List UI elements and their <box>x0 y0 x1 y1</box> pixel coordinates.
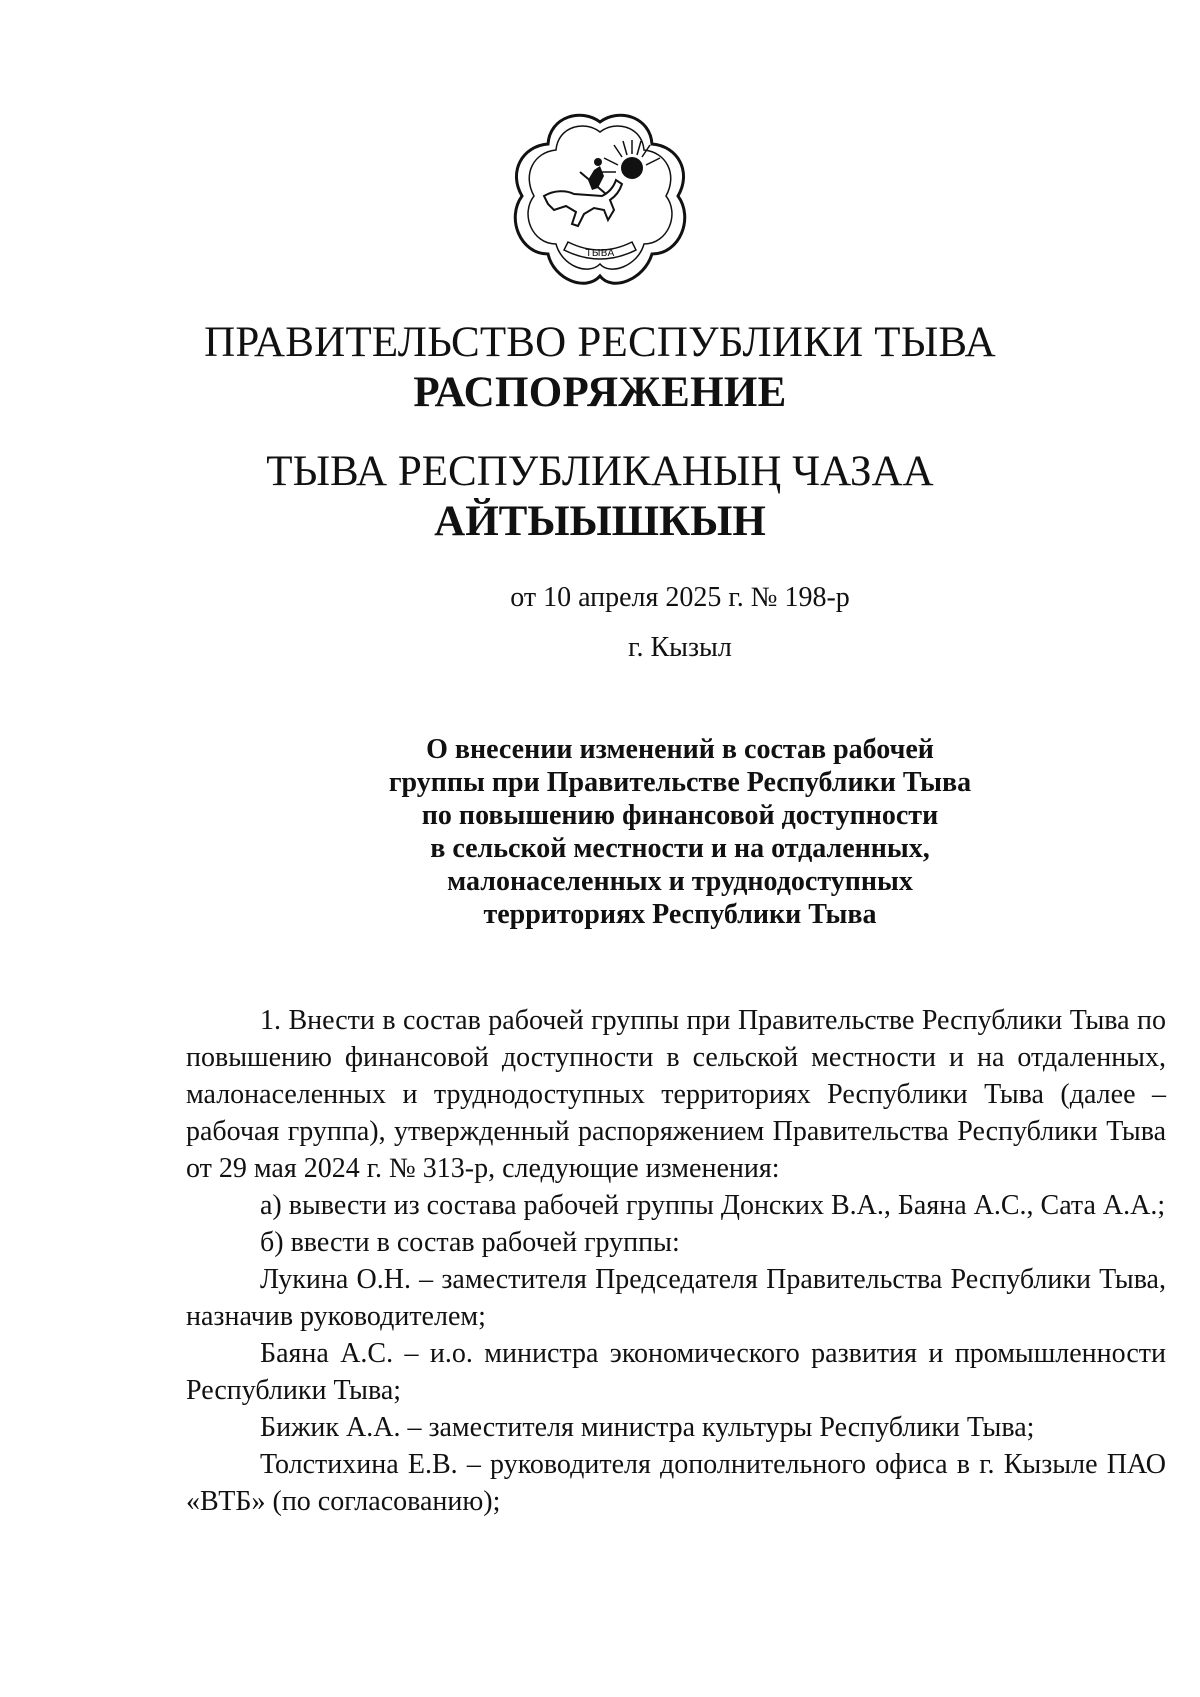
body-paragraph: 1. Внести в состав рабочей группы при Правительстве Республики Тыва по повышению финансовой доступности в сельской местности и на отдаленных, малонаселенных и труднодоступных территориях Республики Тыва (далее – рабочая группа), утвержденный распоряжением Правительства Республики Тыва от 29 мая 2024 г. № 313-р, следующие изменения: <box>186 1005 1166 1184</box>
body-paragraph: а) вывести из состава рабочей группы Донских В.А., Баяна А.С., Сата А.А.; <box>260 1190 1166 1221</box>
document-date-number: от 10 апреля 2025 г. № 198-р <box>510 582 850 613</box>
subject-line: малонаселенных и труднодоступных <box>447 866 913 897</box>
organization-title-tyv: ТЫВА РЕСПУБЛИКАНЫҢ ЧАЗАА <box>266 448 934 495</box>
document-body <box>186 1002 1166 1520</box>
subject-line: по повышению финансовой доступности <box>421 800 939 831</box>
subject-line: группы при Правительстве Республики Тыва <box>388 767 972 798</box>
document-city: г. Кызыл <box>628 632 732 663</box>
emblem-ribbon-text: ТЫВА <box>585 248 615 259</box>
subject-line: территориях Республики Тыва <box>483 899 877 930</box>
document-type-tyv: АЙТЫЫШКЫН <box>434 498 766 545</box>
body-paragraph: б) ввести в состав рабочей группы: <box>260 1227 680 1258</box>
body-paragraph: Лукина О.Н. – заместителя Председателя Правительства Республики Тыва, назначив руководителем; <box>186 1264 1166 1332</box>
body-paragraph: Баяна А.С. – и.о. министра экономического развития и промышленности Республики Тыва; <box>186 1338 1166 1406</box>
tuva-coat-of-arms-icon <box>510 110 690 290</box>
subject-line: О внесении изменений в состав рабочей <box>426 734 934 765</box>
subject-line: в сельской местности и на отдаленных, <box>430 833 930 864</box>
document-subject <box>80 733 1200 931</box>
organization-title-ru: ПРАВИТЕЛЬСТВО РЕСПУБЛИКИ ТЫВА <box>204 319 996 366</box>
document-type-ru: РАСПОРЯЖЕНИЕ <box>413 369 787 416</box>
body-paragraph: Толстихина Е.В. – руководителя дополнительного офиса в г. Кызыле ПАО «ВТБ» (по согласованию); <box>186 1449 1166 1517</box>
body-paragraph: Бижик А.А. – заместителя министра культуры Республики Тыва; <box>260 1412 1035 1443</box>
